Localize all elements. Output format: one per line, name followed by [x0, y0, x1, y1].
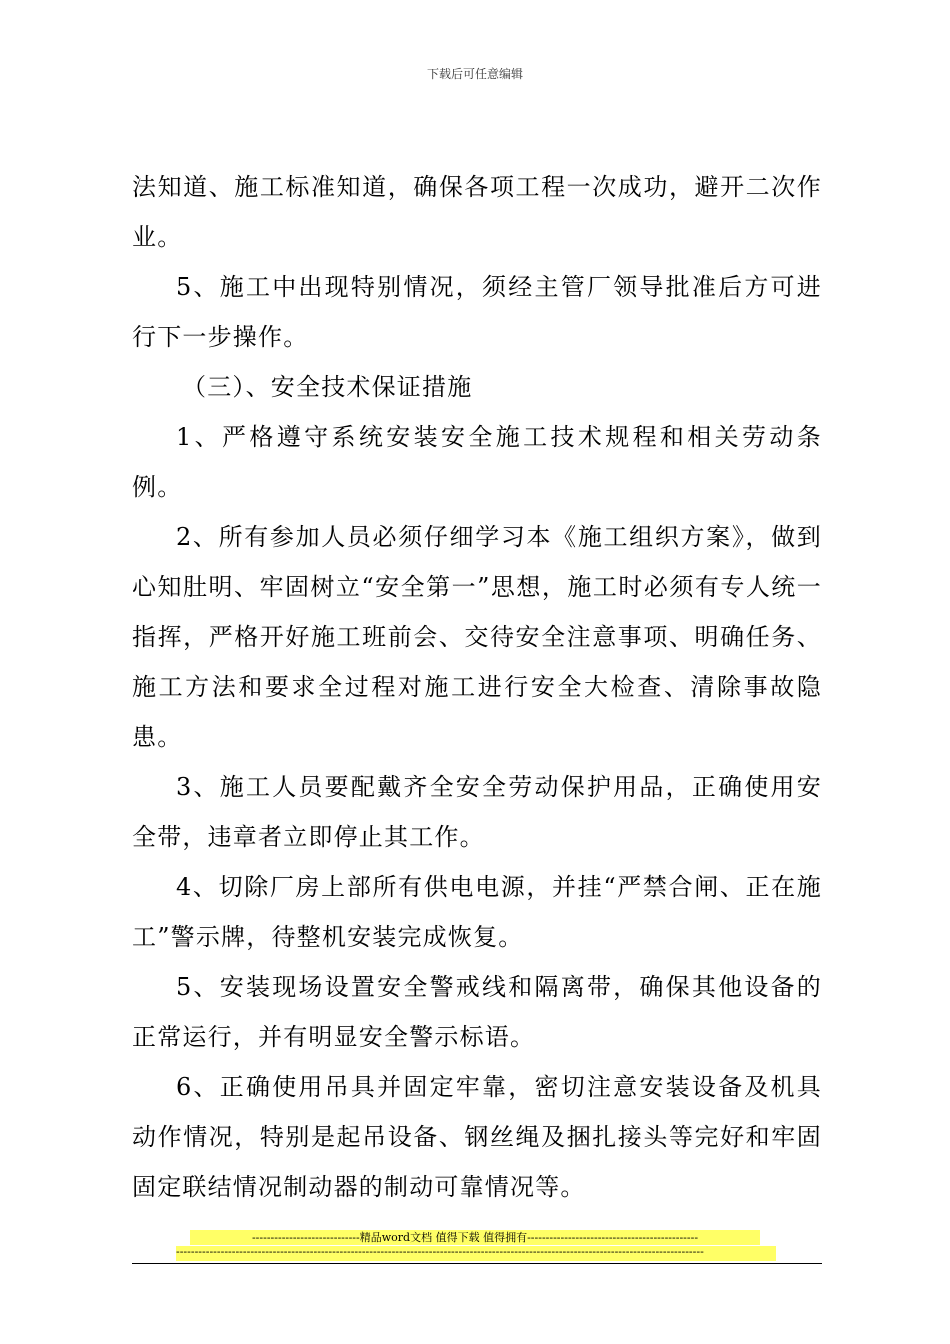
footer-divider [132, 1263, 822, 1264]
paragraph-2: 5、施工中出现特别情况，须经主管厂领导批准后方可进行下一步操作。 [132, 273, 822, 351]
footer-banner-line-1: -----------------------------精品word文档 值得下载 值得拥有---------------------------------------------- [190, 1230, 760, 1245]
paragraph-item-6: 6、正确使用吊具并固定牢靠，密切注意安装设备及机具动作情况，特别是起吊设备、钢丝绳及捆扎接头等完好和牢固固定联结情况制动器的制动可靠情况等。 [132, 1073, 822, 1201]
paragraph-item-1: 1、严格遵守系统安装安全施工技术规程和相关劳动条例。 [132, 423, 822, 501]
paragraph-item-2: 2、所有参加人员必须仔细学习本《施工组织方案》，做到心知肚明、牢固树立“安全第一”思想，施工时必须有专人统一指挥，严格开好施工班前会、交待安全注意事项、明确任务、施工方法和要求全过程对施工进行安全大检查、清除事故隐患。 [132, 523, 822, 751]
document-body [132, 162, 822, 1212]
header-note: 下载后可任意编辑 [426, 67, 523, 81]
paragraph-item-5: 5、安装现场设置安全警戒线和隔离带，确保其他设备的正常运行，并有明显安全警示标语。 [132, 973, 822, 1051]
footer-banner-line-2: ---------------------------------------------------------------------------------------------------------------------------------------------- [176, 1246, 776, 1261]
paragraph-1: 法知道、施工标准知道，确保各项工程一次成功，避开二次作业。 [132, 173, 822, 251]
paragraph-item-4: 4、切除厂房上部所有供电电源，并挂“严禁合闸、正在施工”警示牌，待整机安装完成恢复。 [132, 873, 822, 951]
paragraph-item-3: 3、施工人员要配戴齐全安全劳动保护用品，正确使用安全带，违章者立即停止其工作。 [132, 773, 822, 851]
section-heading: （三）、安全技术保证措施 [182, 373, 473, 401]
